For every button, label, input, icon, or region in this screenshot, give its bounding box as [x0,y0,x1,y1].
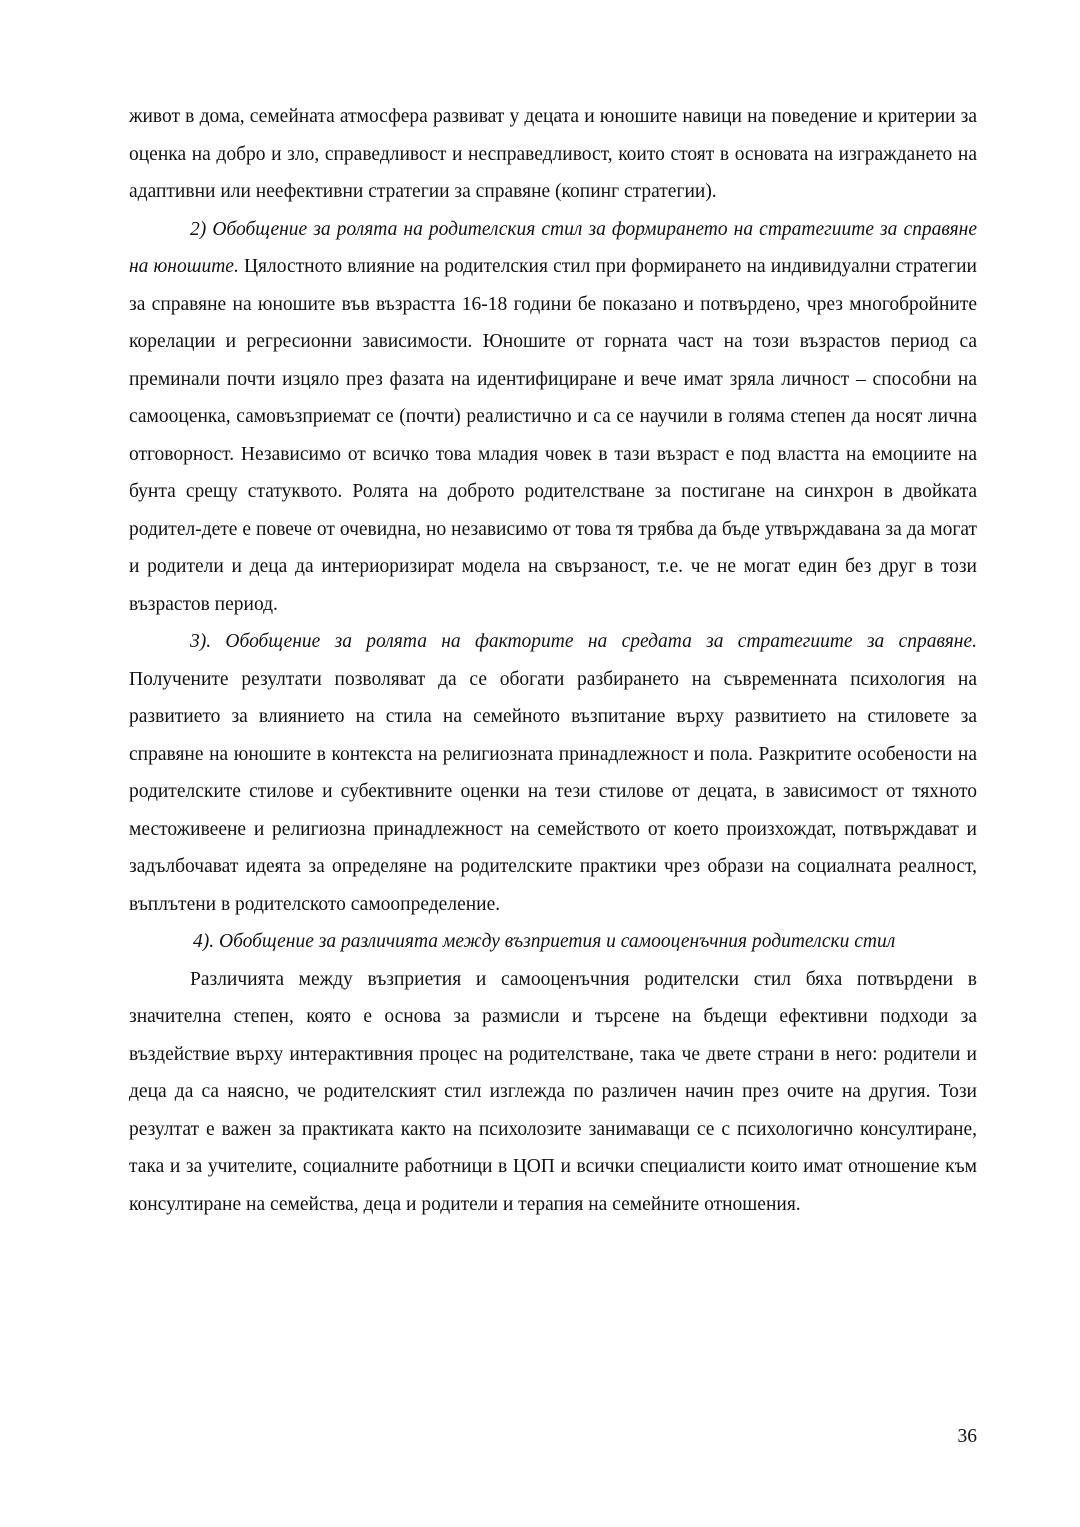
page-number: 36 [957,1426,977,1447]
section-3-body: Получените резултати позволяват да се обогати разбирането на съвременната психология на развитието за влиянието на стила на семейното възпитание върху развитието на стиловете за справяне на юношите в контекста на религиозната принадлежност и пола. Разкритите особености на родителските стилове и субективните оценки на тези стилове от децата, в зависимост от тяхното местоживеене и религиозна принадлежност на семейството от което произхождат, потвърждават и задълбочават идеята за определяне на родителските практики чрез образи на социалната реалност, въплътени в родителското самоопределение. [129,668,977,915]
document-body [129,98,977,1223]
section-2-heading: 2) Обобщение за ролята на родителския стил за формирането на стратегиите за справяне на юношите. [129,218,977,277]
section-4-body: Различията между възприетия и самооценъчния родителски стил бяха потвърдени в значителна степен, която е основа за размисли и търсене на бъдещи ефективни подходи за въздействие върху интерактивния процес на родителстване, така че двете страни в него: родители и деца да са наясно, че родителският стил изглежда по различен начин през очите на другия. Този резултат е важен за практиката както на психолозите занимаващи се с психологично консултиране, така и за учителите, социалните работници в ЦОП и всички специалисти които имат отношение към консултиране на семейства, деца и родители и терапия на семейните отношения. [129,968,977,1215]
section-2-body: Цялостното влияние на родителския стил при формирането на индивидуални стратегии за справяне на юношите във възрастта 16-18 години бе показано и потвърдено, чрез многобройните корелации и регресионни зависимости. Юношите от горната част на този възрастов период са преминали почти изцяло през фазата на идентифициране и вече имат зряла личност – способни на самооценка, самовъзприемат се (почти) реалистично и са се научили в голяма степен да носят лична отговорност. Независимо от всичко това младия човек в тази възраст е под властта на емоциите на бунта срещу статуквото. Ролята на доброто родителстване за постигане на синхрон в двойката родител-дете е повече от очевидна, но независимо от това тя трябва да бъде утвърждавана за да могат и родители и деца да интериоризират модела на свързаност, т.е. че не могат един без друг в този възрастов период. [129,256,977,615]
section-2-paragraph [129,211,977,624]
section-3-heading: 3). Обобщение за ролята на факторите на средата за стратегиите за справяне. [190,631,977,652]
section-3-paragraph [129,623,977,923]
paragraph-continuation: живот в дома, семейната атмосфера развиват у децата и юношите навици на поведение и критерии за оценка на добро и зло, справедливост и несправедливост, които стоят в основата на изграждането на адаптивни или неефективни стратегии за справяне (копинг стратегии). [129,106,977,202]
section-4-heading-paragraph [129,923,977,961]
section-4-heading: 4). Обобщение за различията между възприетия и самооценъчния родителски стил [193,931,896,952]
